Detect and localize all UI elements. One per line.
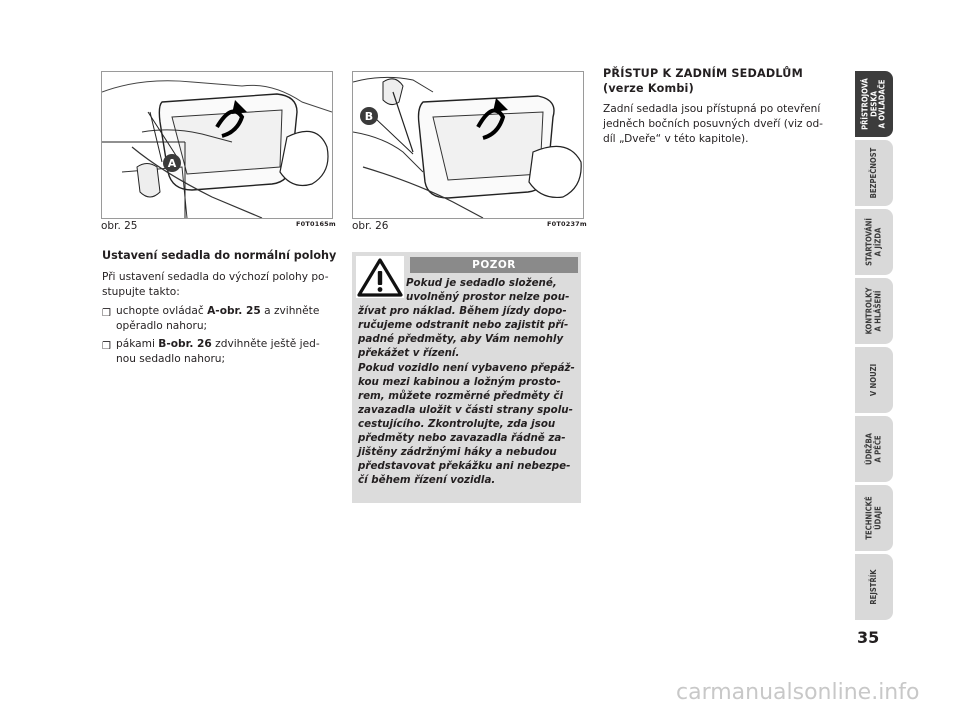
tab-label: V NOUZI (868, 363, 878, 397)
warning-title: POZOR (410, 257, 578, 273)
step-text: a zvihněte opěradlo nahoru; (116, 305, 320, 332)
tab-udrzba[interactable] (855, 416, 893, 482)
warning-text (358, 276, 576, 487)
step-text: zdvihněte ještě jed-nou sedadlo nahoru; (116, 338, 320, 365)
checkbox-bullet-icon: ❒ (102, 308, 111, 319)
watermark: carmanualsonline.info (676, 680, 920, 705)
checkbox-bullet-icon: ❒ (102, 341, 111, 352)
warning-paragraph: žívat pro náklad. Během jízdy dopo-ručujeme odstranit nebo zajistit pří-padné předměty, aby Vám nemohly překážet v řízení. (358, 305, 569, 360)
tab-pristrojova-deska[interactable] (855, 71, 893, 137)
callout-a-label: A (167, 157, 177, 170)
list-item (102, 304, 337, 334)
seat-lever-illustration (353, 72, 583, 218)
tab-bezpecnost[interactable] (855, 140, 893, 206)
figure-26-caption: obr. 26 (352, 220, 389, 232)
tab-label: PŘÍSTROJOVÁ DESKA A OVLADAČE (860, 78, 887, 130)
tab-technicke-udaje[interactable] (855, 485, 893, 551)
step-text: uchopte ovládač (116, 305, 208, 317)
figure-25-code: F0T0165m (296, 220, 336, 228)
page-number: 35 (857, 628, 880, 647)
figure-reference: A-obr. 25 (207, 305, 261, 317)
heading-line: PŘÍSTUP K ZADNÍM SEDADLŮM (603, 67, 803, 80)
warning-box (352, 252, 581, 503)
tab-label: ÚDRŽBA A PÉČE (864, 433, 882, 465)
step-text: pákami (116, 338, 159, 350)
tab-rejstrik[interactable] (855, 554, 893, 620)
heading-subtitle: (verze Kombi) (603, 82, 694, 95)
section-heading: Ustavení sedadla do normální polohy (102, 249, 337, 262)
figure-reference: B-obr. 26 (158, 338, 212, 350)
section-heading (603, 66, 835, 96)
tab-label: REJSTŘÍK (868, 569, 878, 605)
seat-reset-section (102, 248, 337, 370)
seat-folding-illustration (102, 72, 332, 218)
warning-line: uvolněný prostor nelze pou- (406, 291, 570, 304)
tab-label: KONTROLKY A HLÁŠENÍ (864, 287, 882, 335)
warning-paragraph: Pokud vozidlo není vybaveno přepáž-kou mezi kabinou a ložným prosto-rem, můžete rozměrné předměty či zavazadla uložit v části strany spolu-cestujícího. Zkontrolujte, zda jsou předměty nebo zavazadla řádně za-jištěny zádržnými háky a nebudou představovat překážku ani nebezpe-čí během řízení vozidla. (358, 361, 575, 487)
warning-line: Pokud je sedadlo složené, (406, 277, 557, 289)
callout-b-label: B (364, 110, 374, 123)
tab-label: TECHNICKÉ ÚDAJE (864, 496, 882, 540)
section-intro: Při ustavení sedadla do výchozí polohy po-stupujte takto: (102, 271, 329, 298)
tab-kontrolky[interactable] (855, 278, 893, 344)
section-body: Zadní sedadla jsou přístupná po otevření jedněch bočních posuvných dveří (viz od-díl „Dveře“ v této kapitole). (603, 103, 823, 145)
tab-startovani[interactable] (855, 209, 893, 275)
figure-26-image (352, 71, 584, 219)
figure-25-caption: obr. 25 (101, 220, 138, 232)
tab-label: BEZPEČNOST (868, 147, 878, 199)
tab-v-nouzi[interactable] (855, 347, 893, 413)
rear-seat-access-section (603, 66, 835, 147)
list-item (102, 337, 337, 367)
figure-25-image (101, 71, 333, 219)
step-list (102, 304, 337, 367)
tab-label: STARTOVÁNÍ A JÍZDA (864, 218, 882, 266)
figure-26-code: F0T0237m (547, 220, 587, 228)
